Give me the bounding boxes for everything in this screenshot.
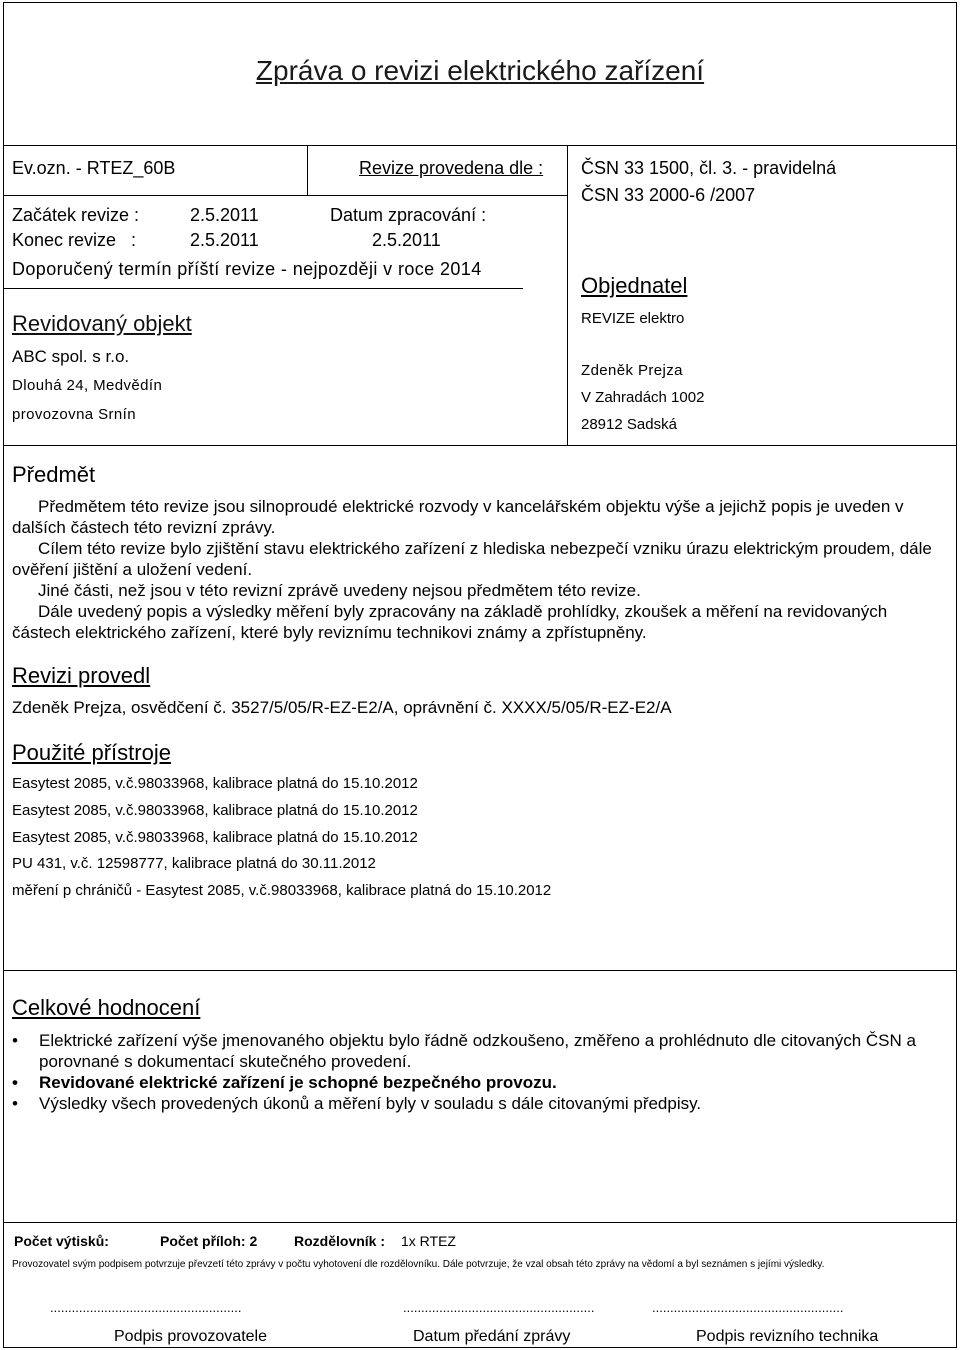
hodnoceni-item: • Elektrické zařízení výše jmenovaného objektu bylo řádně odzkoušeno, změřeno a prohlédnuto dle citovaných ČSN a porovnané s dokumentací skutečného provedení. — [12, 1030, 952, 1072]
doporuceny-termin: Doporučený termín příští revize - nejpozději v roce 2014 — [12, 259, 482, 279]
signature-line-left: ..................................................... — [50, 1300, 242, 1315]
norm-2: ČSN 33 2000-6 /2007 — [581, 185, 756, 205]
signature-label-technik: Podpis revizního technika — [696, 1328, 879, 1345]
pocet-vytisku: Počet výtisků: — [14, 1233, 109, 1249]
zacatek-date: 2.5.2011 — [190, 205, 259, 225]
norm-1: ČSN 33 1500, čl. 3. - pravidelná — [581, 158, 837, 178]
section-rule — [3, 970, 957, 971]
objekt-heading-text: Revidovaný objekt — [12, 311, 192, 336]
datum-zpracovani-value: 2.5.2011 — [372, 230, 441, 250]
report-title: Zpráva o revizi elektrického zařízení — [255, 55, 705, 86]
predmet-paragraph-1: Předmětem této revize jsou silnoproudé elektrické rozvody v kancelářském objektu výše a jejichž popis je uveden v dalších částech této revizní zprávy. — [12, 497, 904, 537]
evidence-number: Ev.ozn. - RTEZ_60B — [12, 158, 176, 178]
predmet-heading: Předmět — [12, 462, 96, 487]
footer-top-rule — [3, 1222, 957, 1223]
hodnoceni-item: • Výsledky všech provedených úkonů a měření byly v souladu s dále citovanými předpisy. — [12, 1093, 952, 1114]
objednatel-company: REVIZE elektro — [581, 310, 685, 327]
signature-label-datum: Datum předání zprávy — [413, 1328, 571, 1345]
objednatel-city: 28912 Sadská — [581, 416, 677, 433]
objekt-heading — [12, 311, 192, 337]
signature-label-provozovatel: Podpis provozovatele — [114, 1328, 267, 1345]
pristroj-item: Easytest 2085, v.č.98033968, kalibrace platná do 15.10.2012 — [12, 775, 418, 792]
revizi-provedl-heading: Revizi provedl — [12, 663, 151, 688]
konec-date: 2.5.2011 — [190, 230, 259, 250]
pocet-priloh: Počet příloh: 2 — [160, 1233, 258, 1249]
pristroj-item: PU 431, v.č. 12598777, kalibrace platná do 30.11.2012 — [12, 855, 376, 872]
rozdelovnik-value: 1x RTEZ — [401, 1233, 456, 1249]
signature-line-right: ..................................................... — [652, 1300, 844, 1315]
header-top-rule — [3, 145, 957, 146]
predmet-paragraph-2: Cílem této revize bylo zjištění stavu elektrického zařízení z hlediska nebezpečí vzniku úrazu elektrickým proudem, dále ověření jištění a uložení vedení. — [12, 539, 932, 579]
pristroj-item: Easytest 2085, v.č.98033968, kalibrace platná do 15.10.2012 — [12, 802, 418, 819]
pristroj-item: Easytest 2085, v.č.98033968, kalibrace platná do 15.10.2012 — [12, 829, 418, 846]
pristroj-item: měření p chráničů - Easytest 2085, v.č.98033968, kalibrace platná do 15.10.2012 — [12, 882, 552, 899]
revizi-provedl-text: Zdeněk Prejza, osvědčení č. 3527/5/05/R-EZ-E2/A, oprávnění č. XXXX/5/05/R-EZ-E2/A — [12, 698, 672, 717]
revize-label: Revize provedena dle : — [359, 158, 544, 178]
objednatel-street: V Zahradách 1002 — [581, 389, 705, 406]
zacatek-label: Začátek revize : — [12, 205, 140, 225]
objednatel-name: Zdeněk Prejza — [581, 362, 683, 379]
predmet-paragraph-3: Jiné části, než jsou v této revizní zprávě uvedeny nejsou předmětem této revize. — [38, 581, 641, 600]
header-right-divider — [567, 145, 568, 445]
doporuceny-rule — [3, 288, 523, 289]
predmet-paragraph-4: Dále uvedený popis a výsledky měření byly zpracovány na základě prohlídky, zkoušek a měření na revidovaných částech elektrického zařízení, které byly reviznímu technikovi známy a zpřístupněny. — [12, 602, 888, 642]
header-bottom-rule — [3, 445, 957, 446]
header-col-divider — [307, 145, 308, 195]
objekt-provozovna: provozovna Srnín — [12, 406, 136, 423]
pristroje-heading: Použité přístroje — [12, 740, 171, 765]
konec-label: Konec revize : — [12, 230, 137, 250]
datum-zpracovani-label: Datum zpracování : — [330, 205, 487, 225]
objekt-name: ABC spol. s r.o. — [12, 347, 130, 366]
objekt-address: Dlouhá 24, Medvědín — [12, 377, 163, 394]
objednatel-heading: Objednatel — [581, 273, 688, 298]
hodnoceni-list — [12, 1030, 952, 1114]
footer-note: Provozovatel svým podpisem potvrzuje převzetí této zprávy v počtu vyhotovení dle rozdělovníku. Dále potvrzuje, že vzal obsah této zprávy na vědomí a byl seznámen s jejími výsledky. — [12, 1259, 825, 1270]
hodnoceni-heading: Celkové hodnocení — [12, 995, 201, 1020]
hodnoceni-item: • Revidované elektrické zařízení je schopné bezpečného provozu. — [12, 1072, 952, 1093]
signature-line-middle: ..................................................... — [403, 1300, 595, 1315]
rozdelovnik-label: Rozdělovník : — [294, 1233, 386, 1249]
header-row-rule — [3, 195, 567, 196]
